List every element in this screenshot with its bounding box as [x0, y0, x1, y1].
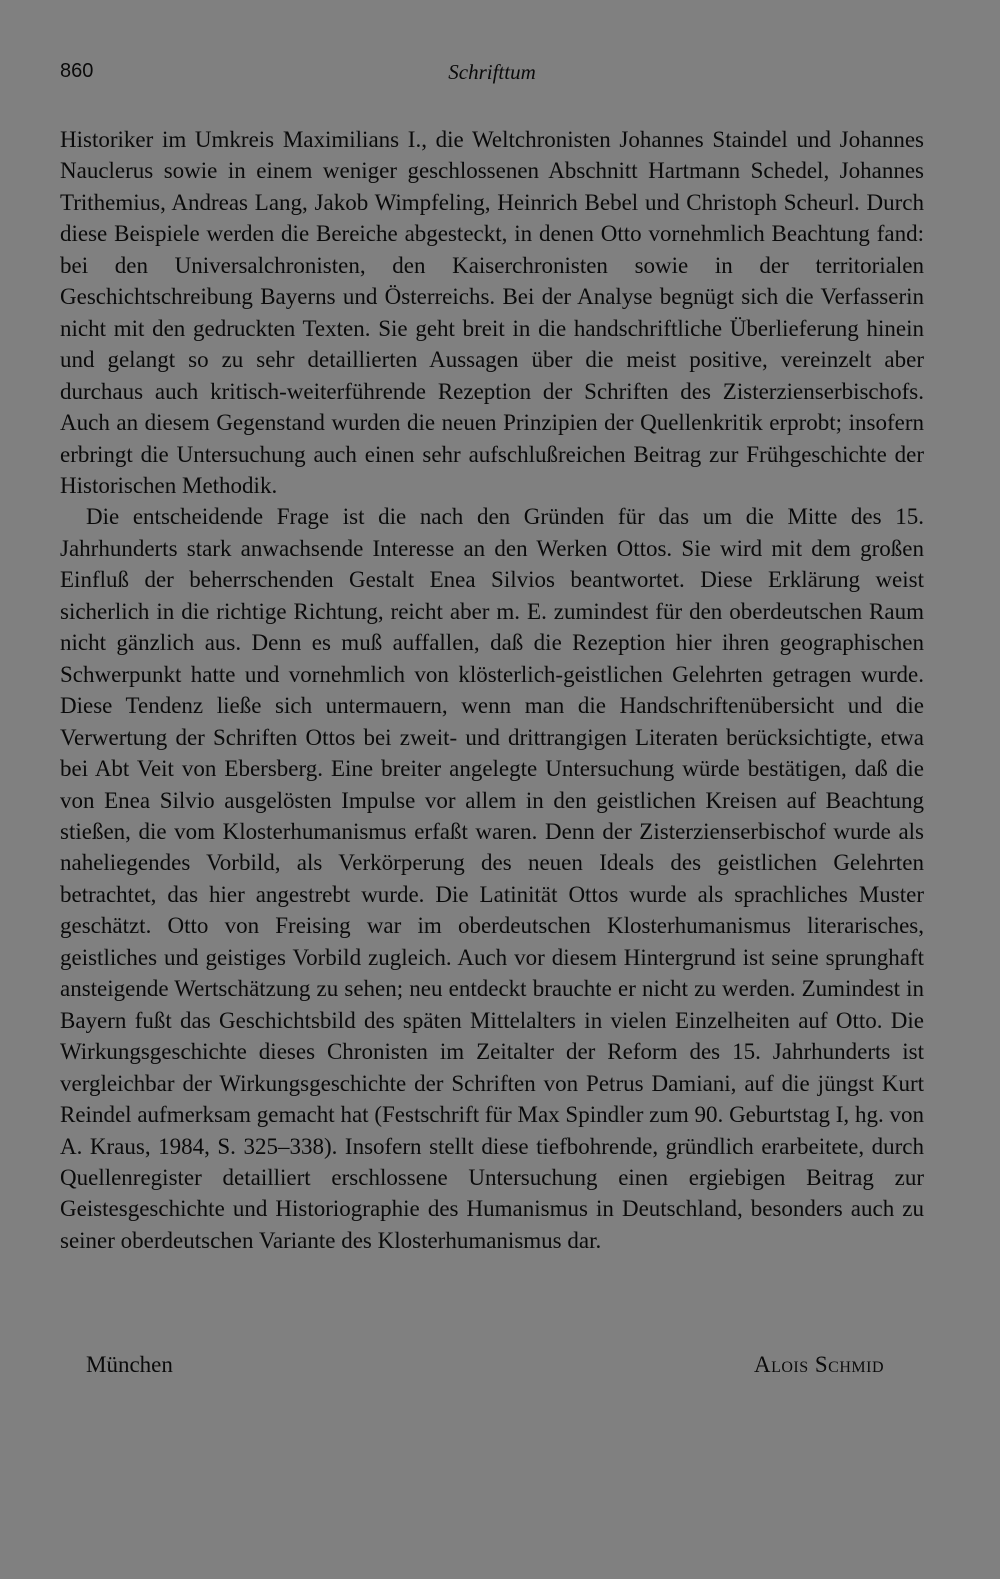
signature-place: München — [86, 1352, 173, 1377]
review-signature — [60, 1352, 924, 1384]
paragraph-main: Die entscheidende Frage ist die nach den Gründen für das um die Mitte des 15. Jahrhunderts stark anwachsende Interesse an den Werken Ottos. Sie wird mit dem großen Einfluß der beherrschenden Gestalt Enea Silvios beantwortet. Diese Erklärung weist sicherlich in die richtige Richtung, reicht aber m. E. zumindest für den oberdeutschen Raum nicht gänzlich aus. Denn es muß auffallen, daß die Rezeption hier ihren geographischen Schwerpunkt hatte und vornehmlich von klösterlich-geistlichen Gelehrten getragen wurde. Diese Tendenz ließe sich untermauern, wenn man die Handschriftenübersicht und die Verwertung der Schriften Ottos bei zweit- und drittrangigen Literaten berücksichtigte, etwa bei Abt Veit von Ebersberg. Eine breiter angelegte Untersuchung würde bestätigen, daß die von Enea Silvio ausgelösten Impulse vor allem in den geistlichen Kreisen auf Beachtung stießen, die vom Klosterhumanismus erfaßt waren. Denn der Zisterzienserbischof wurde als naheliegendes Vorbild, als Verkörperung des neuen Ideals des geistlichen Gelehrten betrachtet, das hier angestrebt wurde. Die Latinität Ottos wurde als sprachliches Muster geschätzt. Otto von Freising war im oberdeutschen Klosterhumanismus literarisches, geistliches und geistiges Vorbild zugleich. Auch vor diesem Hintergrund ist seine sprunghaft ansteigende Wertschätzung zu sehen; neu entdeckt brauchte er nicht zu werden. Zumindest in Bayern fußt das Geschichtsbild des späten Mittelalters in vielen Einzelheiten auf Otto. Die Wirkungsgeschichte dieses Chronisten im Zeitalter der Reform des 15. Jahrhunderts ist vergleichbar der Wirkungsgeschichte der Schriften von Petrus Damiani, auf die jüngst Kurt Reindel aufmerksam gemacht hat (Festschrift für Max Spindler zum 90. Geburtstag I, hg. von A. Kraus, 1984, S. 325–338). Insofern stellt diese tiefbohrende, gründlich erarbeitete, durch Quellenregister detailliert erschlossene Untersuchung einen ergiebigen Beitrag zur Geistesgeschichte und Historiographie des Humanismus in Deutschland, besonders auch zu seiner oberdeutschen Variante des Klosterhumanismus dar. — [60, 504, 924, 1253]
page-header — [60, 60, 924, 90]
page-number: 860 — [60, 60, 94, 82]
signature-author: Alois Schmid — [753, 1352, 884, 1377]
paragraph-continuation: Historiker im Umkreis Maximilians I., die Weltchronisten Johannes Staindel und Johannes Nauclerus sowie in einem weniger geschlossenen Abschnitt Hartmann Schedel, Johannes Trithemius, Andreas Lang, Jakob Wimpfeling, Heinrich Bebel und Christoph Scheurl. Durch diese Beispiele werden die Bereiche abgesteckt, in denen Otto vornehmlich Beachtung fand: bei den Universalchronisten, den Kaiserchronisten sowie in der territorialen Geschichtschreibung Bayerns und Österreichs. Bei der Analyse begnügt sich die Verfasserin nicht mit den gedruckten Texten. Sie geht breit in die handschriftliche Überlieferung hinein und gelangt so zu sehr detaillierten Aussagen über die meist positive, vereinzelt aber durchaus auch kritisch-weiterführende Rezeption der Schriften des Zisterzienserbischofs. Auch an diesem Gegenstand wurden die neuen Prinzipien der Quellenkritik erprobt; insofern erbringt die Untersuchung auch einen sehr aufschlußreichen Beitrag zur Frühgeschichte der Historischen Methodik. — [60, 127, 924, 498]
running-title: Schrifttum — [448, 60, 536, 84]
body-text — [60, 124, 924, 1256]
